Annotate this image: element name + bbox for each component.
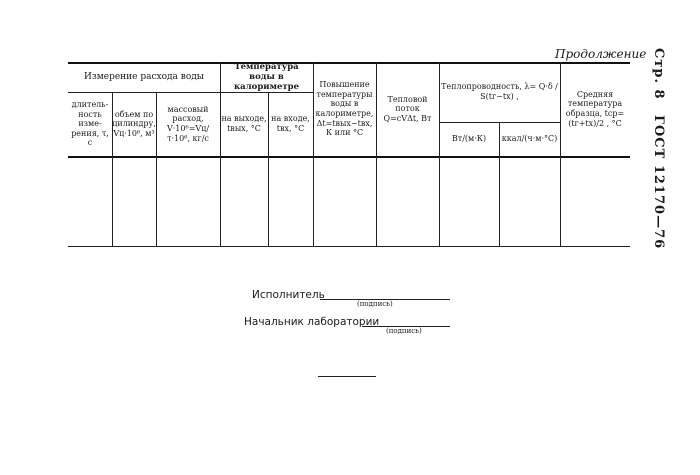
header-duration: длитель-ность изме-рения, τ, с <box>71 100 109 148</box>
closing-rule <box>318 376 376 377</box>
executor-label: Исполнитель <box>252 289 325 301</box>
header-flow-group: Измерение расхода воды <box>84 71 204 82</box>
header-outlet: на выходе, tвых, °C <box>221 114 267 133</box>
lab-head-signature-hint: (подпись) <box>386 327 422 335</box>
lab-head-label: Начальник лаборатории <box>244 316 380 328</box>
header-unit-si: Вт/(м·К) <box>451 134 487 144</box>
page-number: Стр. 8 <box>651 48 666 100</box>
header-conductivity-group: Теплопроводность, λ= Q·δ / S(tг−tх) , <box>441 82 558 101</box>
standard-number: ГОСТ 12170—76 <box>651 115 666 250</box>
continuation-label: Продолжение <box>555 47 647 61</box>
header-mass-flow: массовый расход, V·10⁶=Vц/τ·10⁶, кг/с <box>166 104 210 143</box>
header-mean-temp: Средняя температура образца, tср= (tг+tх)/2 , °C <box>565 89 625 128</box>
header-unit-kcal: ккал/(ч·м·°С) <box>501 134 558 144</box>
header-heat-flow: Тепловой поток Q=cVΔt, Вт <box>383 94 432 123</box>
executor-signature-hint: (подпись) <box>357 300 393 308</box>
header-temp-rise: Повышение температуры воды в калориметре, Δt=tвых−tвх, К или °С <box>315 80 374 138</box>
header-inlet: на входе, tвх, °C <box>271 114 310 133</box>
header-temp-group: Температура воды в калориметре <box>234 61 299 93</box>
header-volume: объем по цилиндру, Vц·10⁶, м³ <box>112 109 156 138</box>
results-table <box>68 62 630 247</box>
side-page-label <box>636 48 666 250</box>
